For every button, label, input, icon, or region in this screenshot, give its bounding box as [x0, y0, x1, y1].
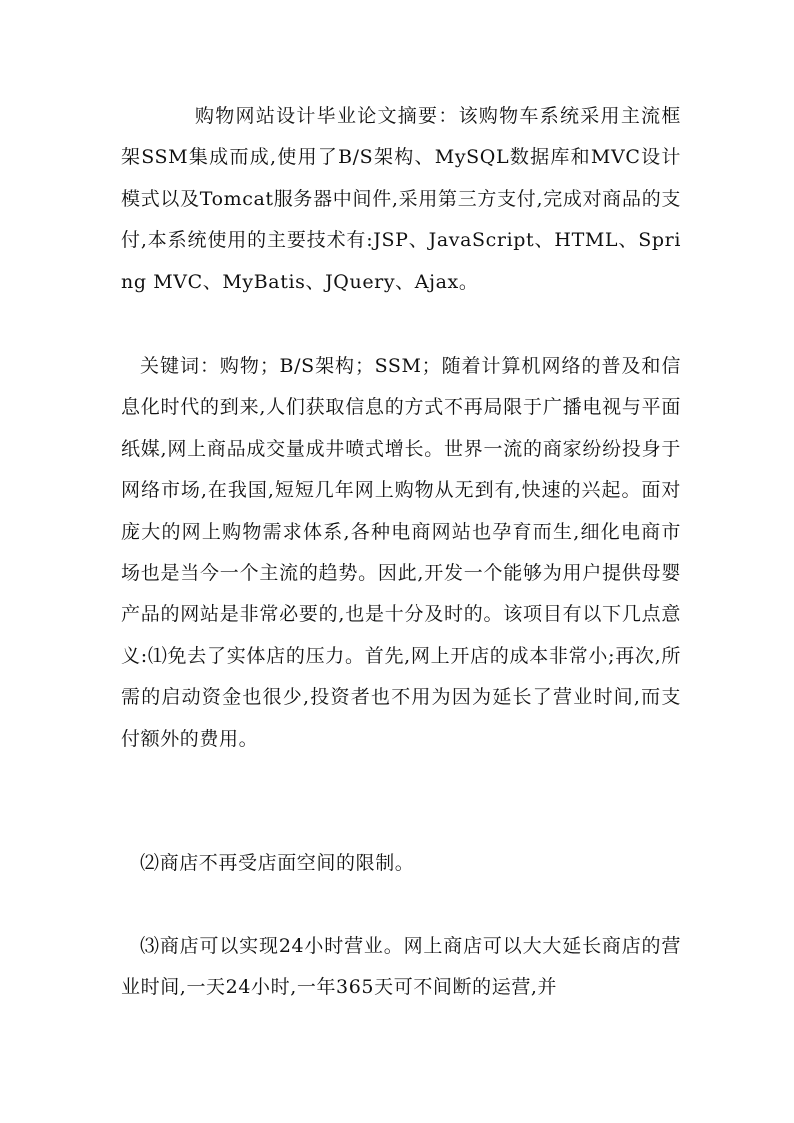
keywords-paragraph: 关键词：购物；B/S架构；SSM；随着计算机网络的普及和信息化时代的到来,人们获取信息的方式不再局限于广播电视与平面纸媒,网上商品成交量成井喷式增长。世界一流的商家纷纷投身于网络市场,在我国,短短几年网上购物从无到有,快速的兴起。面对庞大的网上购物需求体系,各种电商网站也孕育而生,细化电商市场也是当今一个主流的趋势。因此,开发一个能够为用户提供母婴产品的网站是非常必要的,也是十分及时的。该项目有以下几点意义:⑴免去了实体店的压力。首先,网上开店的成本非常小;再次,所需的启动资金也很少,投资者也不用为因为延长了营业时间,而支付额外的费用。 — [121, 355, 681, 750]
point-2-paragraph: ⑵商店不再受店面空间的限制。 — [140, 852, 415, 874]
abstract-paragraph: 购物网站设计毕业论文摘要：该购物车系统采用主流框架SSM集成而成,使用了B/S架构、MySQL数据库和MVC设计模式以及Tomcat服务器中间件,采用第三方支付,完成对商品的支付,本系统使用的主要技术有:JSP、JavaScript、HTML、Spring MVC、MyBatis、JQuery、Ajax。 — [121, 105, 681, 293]
point-3-paragraph: ⑶商店可以实现24小时营业。网上商店可以大大延长商店的营业时间,一天24小时,一年365天可不间断的运营,并 — [121, 935, 681, 999]
